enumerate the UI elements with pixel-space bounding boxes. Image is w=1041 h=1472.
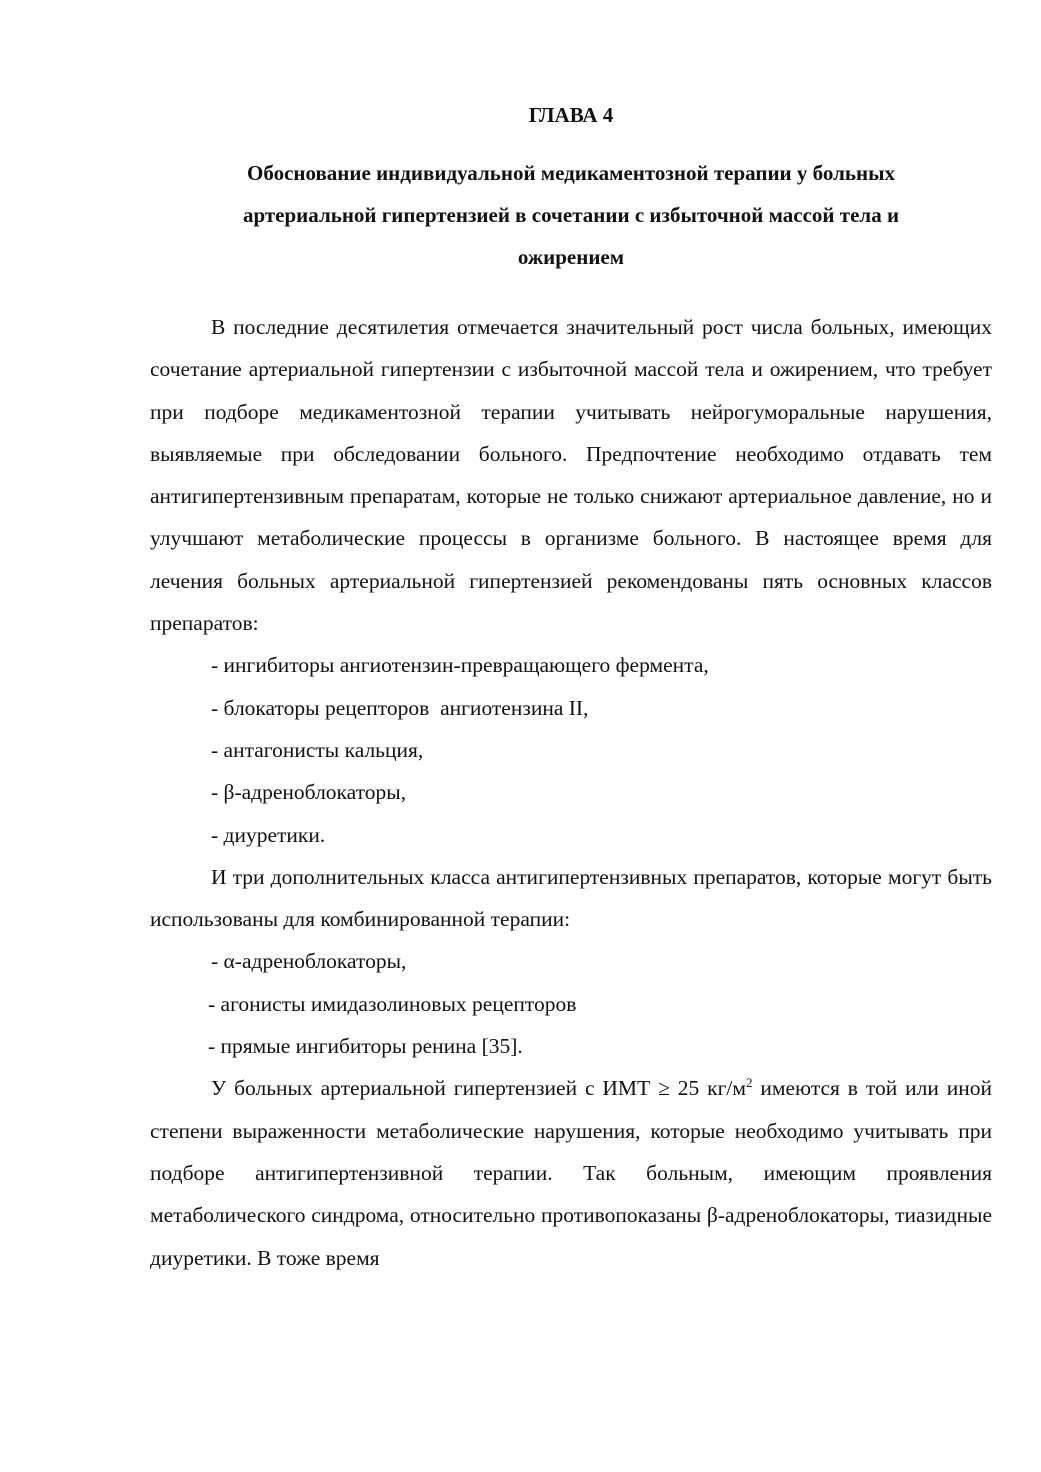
list-item-additional-class: - агонисты имидазолиновых рецепторов [208,991,577,1016]
list-item-main-class: - антагонисты кальция, [211,737,424,762]
list-item-main-class: - β-адреноблокаторы, [211,780,407,805]
paragraph-intro: В последние десятилетия отмечается значительный рост числа больных, имеющих сочетание артериальной гипертензии с избыточной массой тела и ожирением, что требует при подборе медикаментозной терапии учитывать нейрогуморальные нарушения, выявляемые при обследовании больного. Предпочтение необходимо отдавать тем антигипертензивным препаратам, которые не только снижают артериальное давление, но и улучшают метаболические процессы в организме больного. В настоящее время для лечения больных артериальной гипертензией рекомендованы пять основных классов препаратов: [150,315,992,636]
list-item-additional-class: - прямые ингибиторы ренина [35]. [208,1034,523,1059]
chapter-title: ГЛАВА 4 [528,103,614,127]
list-item-main-class: - блокаторы рецепторов ангиотензина II, [211,695,589,720]
body-text [150,306,992,1279]
list-item-additional-class: - α-адреноблокаторы, [211,949,407,974]
heading-line: ожирением [517,245,625,269]
bmi-text-start: У больных артериальной гипертензией с ИМТ ≥ 25 кг/м [211,1076,746,1101]
paragraph-additional: И три дополнительных класса антигипертензивных препаратов, которые могут быть использованы для комбинированной терапии: [150,864,992,932]
paragraph-bmi [150,1067,992,1278]
heading-line: артериальной гипертензией в сочетании с избыточной массой тела и [242,203,900,227]
bmi-text-end: имеются в той или иной степени выраженности метаболические нарушения, которые необходимо учитывать при подборе антигипертензивной терапии. Так больным, имеющим проявления метаболического синдрома, относительно противопоказаны β-адреноблокаторы, тиазидные диуретики. В тоже время [150,1076,992,1270]
superscript-exponent: 2 [746,1075,753,1091]
section-heading [150,152,992,278]
list-item-main-class: - ингибиторы ангиотензин-превращающего фермента, [211,653,709,678]
heading-line: Обоснование индивидуальной медикаментозной терапии у больных [247,161,895,185]
list-item-main-class: - диуретики. [211,822,326,847]
